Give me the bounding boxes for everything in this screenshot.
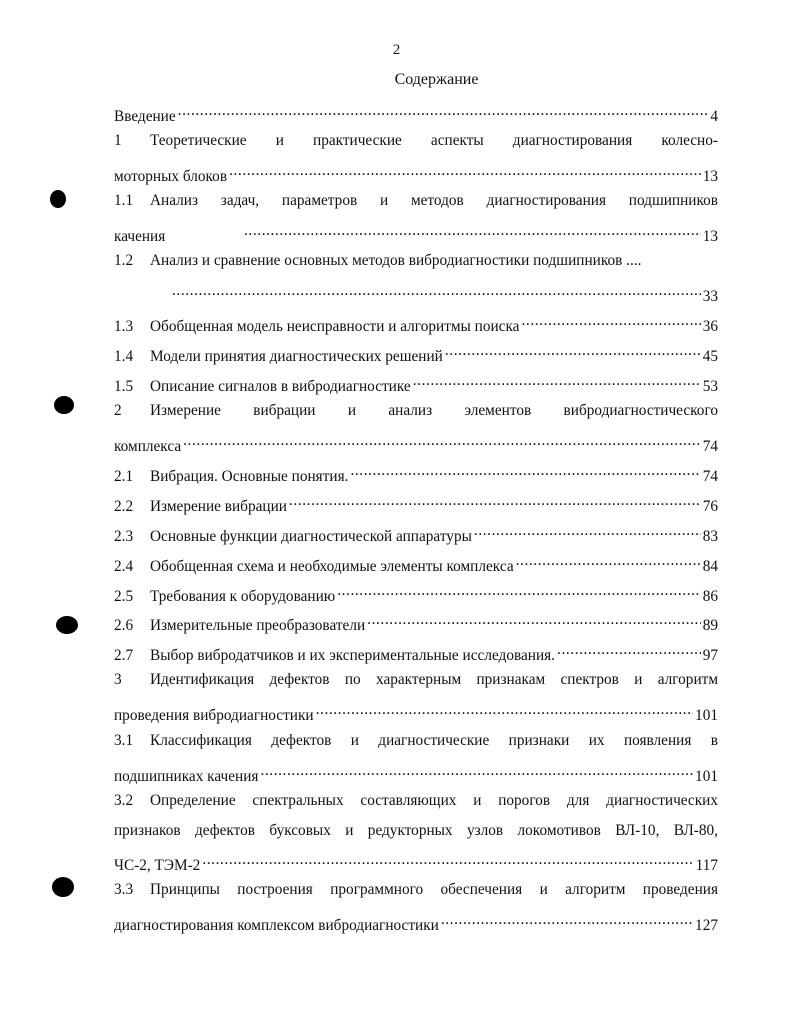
toc-entry-page: 53 — [702, 378, 718, 395]
toc-entry-text: Требования к оборудованию — [150, 588, 336, 605]
toc-entry-3-3[interactable] — [114, 880, 718, 900]
toc-entry-text: Идентификация дефектов по характерным признакам спектров и алгоритм — [150, 671, 718, 688]
toc-leader-dots — [183, 431, 701, 451]
toc-entry-chapter-2-cont[interactable] — [114, 431, 718, 455]
scan-blot — [50, 190, 66, 208]
toc-entry-text: качения — [114, 228, 166, 245]
scan-blot — [56, 616, 78, 634]
toc-entry-page: 117 — [695, 857, 718, 874]
toc-entry-chapter-3[interactable] — [114, 670, 718, 690]
toc-entry-text: Измерительные преобразователи — [150, 617, 366, 634]
toc-entry-text: проведения вибродиагностики — [114, 707, 314, 724]
toc-entry-chapter-1-cont[interactable] — [114, 161, 718, 185]
toc-entry-number: 2.3 — [114, 528, 134, 545]
toc-leader-dots — [337, 581, 701, 601]
toc-entry-2-6[interactable] — [114, 610, 718, 634]
toc-entry-number: 2.7 — [114, 647, 134, 664]
page-number: 2 — [392, 42, 401, 58]
toc-entry-page: 86 — [702, 588, 718, 605]
toc-entry-text: Принципы построения программного обеспечения и алгоритм проведения — [150, 881, 718, 898]
toc-entry-page: 4 — [710, 108, 718, 125]
toc-entry-3-1[interactable] — [114, 731, 718, 751]
toc-entry-number: 1.2 — [114, 252, 134, 269]
toc-entry-text: Анализ задач, параметров и методов диагностирования подшипников — [150, 192, 718, 209]
toc-leader-dots — [516, 551, 701, 571]
toc-entry-1-2-cont[interactable] — [172, 281, 718, 305]
toc-entry-text: Определение спектральных составляющих и порогов для диагностических — [150, 792, 718, 809]
toc-entry-2-5[interactable] — [114, 581, 718, 605]
toc-entry-chapter-1[interactable] — [114, 131, 718, 151]
toc-entry-1-1-cont[interactable] — [114, 221, 718, 245]
toc-entry-number: 1.1 — [114, 192, 134, 209]
toc-entry-2-1[interactable] — [114, 461, 718, 485]
toc-leader-dots — [474, 521, 701, 541]
toc-entry-page: 127 — [695, 917, 718, 934]
toc-entry-page: 89 — [702, 617, 718, 634]
toc-entry-page: 74 — [702, 468, 718, 485]
toc-entry-1-3[interactable] — [114, 311, 718, 335]
toc-entry-page: 101 — [695, 768, 718, 785]
toc-entry-number: 2.6 — [114, 617, 134, 634]
toc-entry-number: 3.3 — [114, 881, 134, 898]
toc-entry-2-7[interactable] — [114, 640, 718, 664]
toc-entry-chapter-3-cont[interactable] — [114, 700, 718, 724]
toc-entry-text: Обобщенная схема и необходимые элементы комплекса — [150, 558, 514, 575]
toc-entry-text: Обобщенная модель неисправности и алгоритмы поиска — [150, 318, 520, 335]
toc-entry-page: 76 — [702, 498, 718, 515]
toc-entry-text: Теоретические и практические аспекты диагностирования колесно- — [150, 132, 718, 149]
toc-entry-3-1-cont[interactable] — [114, 761, 718, 785]
toc-entry-1-5[interactable] — [114, 371, 718, 395]
toc-entry-page: 97 — [702, 647, 718, 664]
toc-leader-dots — [260, 761, 693, 781]
toc-entry-number: 2.2 — [114, 498, 134, 515]
toc-entry-number: 3.2 — [114, 792, 134, 809]
toc-entry-3-3-cont[interactable] — [114, 910, 718, 934]
toc-leader-dots — [178, 101, 709, 121]
toc-entry-text: Введение — [114, 108, 176, 125]
toc-entry-1-4[interactable] — [114, 341, 718, 365]
toc-leader-dots — [229, 161, 701, 181]
toc-entry-3-2[interactable] — [114, 791, 718, 811]
toc-entry-page: 74 — [702, 438, 718, 455]
toc-entry-text: подшипниках качения — [114, 768, 259, 785]
toc-entry-text: Анализ и сравнение основных методов вибродиагностики подшипников .... — [150, 252, 642, 269]
toc-entry-number: 1 — [114, 132, 122, 149]
toc-entry-number: 3.1 — [114, 732, 134, 749]
toc-leader-dots — [316, 700, 693, 720]
toc-entry-text: Измерение вибрации — [150, 498, 287, 515]
toc-entry-number: 2.1 — [114, 468, 134, 485]
toc-leader-dots — [289, 491, 701, 511]
toc-entry-text: Измерение вибрации и анализ элементов вибродиагностического — [150, 402, 718, 419]
toc-leader-dots — [367, 610, 701, 630]
toc-leader-dots — [202, 850, 693, 870]
toc-entry-text: моторных блоков — [114, 168, 228, 185]
toc-entry-page: 84 — [702, 558, 718, 575]
toc-entry-1-1[interactable] — [114, 191, 718, 211]
toc-entry-text: комплекса — [114, 438, 182, 455]
toc-entry-2-2[interactable] — [114, 491, 718, 515]
toc-entry-introduction[interactable] — [114, 101, 718, 125]
toc-leader-dots — [172, 281, 701, 301]
toc-entry-2-4[interactable] — [114, 551, 718, 575]
toc-entry-3-2-cont2[interactable] — [114, 850, 718, 874]
toc-entry-number: 2.5 — [114, 588, 134, 605]
toc-entry-number: 2.4 — [114, 558, 134, 575]
toc-entry-page: 36 — [702, 318, 718, 335]
toc-entry-number: 1.3 — [114, 318, 134, 335]
toc-leader-dots — [521, 311, 700, 331]
toc-entry-chapter-2[interactable] — [114, 401, 718, 421]
toc-entry-page: 33 — [702, 288, 718, 305]
toc-entry-text: диагностирования комплексом вибродиагностики — [114, 917, 439, 934]
toc-entry-text: ЧС-2, ТЭМ-2 — [114, 857, 201, 874]
toc-leader-dots — [445, 341, 701, 361]
toc-entry-page: 83 — [702, 528, 718, 545]
toc-entry-text: Основные функции диагностической аппаратуры — [150, 528, 472, 545]
toc-entry-text: Вибрация. Основные понятия. — [150, 468, 349, 485]
toc-entry-page: 13 — [702, 168, 718, 185]
toc-entry-3-2-cont[interactable] — [114, 821, 718, 841]
toc-entry-number: 2 — [114, 402, 122, 419]
toc-entry-page: 13 — [702, 228, 718, 245]
toc-entry-text: Классификация дефектов и диагностические признаки их появления в — [150, 732, 718, 749]
toc-entry-number: 1.4 — [114, 348, 134, 365]
scan-blot — [54, 396, 74, 414]
toc-leader-dots — [350, 461, 700, 481]
toc-entry-number: 3 — [114, 671, 122, 688]
toc-title: Содержание — [394, 71, 479, 88]
toc-leader-dots — [557, 640, 701, 660]
toc-entry-page: 45 — [702, 348, 718, 365]
toc-leader-dots — [441, 910, 693, 930]
toc-entry-text: Описание сигналов в вибродиагностике — [150, 378, 411, 395]
toc-entry-2-3[interactable] — [114, 521, 718, 545]
toc-entry-text: признаков дефектов буксовых и редукторных узлов локомотивов ВЛ-10, ВЛ-80, — [114, 822, 718, 839]
toc-entry-1-2[interactable] — [114, 251, 718, 271]
toc-leader-dots — [244, 221, 701, 241]
toc-entry-text: Модели принятия диагностических решений — [150, 348, 443, 365]
toc-entry-text: Выбор вибродатчиков и их экспериментальные исследования. — [150, 647, 556, 664]
scan-blot — [52, 877, 74, 897]
toc-entry-number: 1.5 — [114, 378, 134, 395]
toc-leader-dots — [413, 371, 701, 391]
toc-entry-page: 101 — [695, 707, 718, 724]
